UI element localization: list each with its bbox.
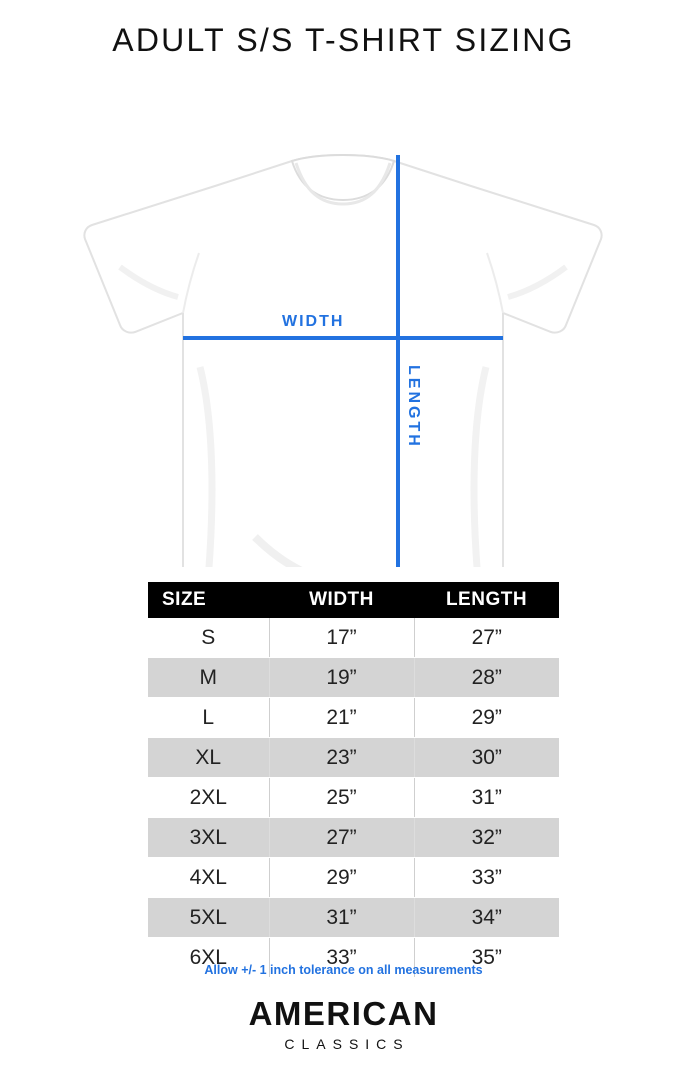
cell-width: 21” bbox=[269, 698, 414, 738]
cell-length: 35” bbox=[414, 938, 559, 978]
cell-size: 4XL bbox=[148, 858, 269, 898]
cell-width: 25” bbox=[269, 778, 414, 818]
cell-length: 30” bbox=[414, 738, 559, 778]
page-title: ADULT S/S T-SHIRT SIZING bbox=[112, 22, 575, 58]
cell-width: 29” bbox=[269, 858, 414, 898]
cell-length: 32” bbox=[414, 818, 559, 858]
header-size: SIZE bbox=[148, 582, 269, 618]
header-length: LENGTH bbox=[414, 582, 559, 618]
table-row bbox=[148, 778, 559, 818]
cell-length: 33” bbox=[414, 858, 559, 898]
length-label: LENGTH bbox=[405, 365, 422, 449]
cell-length: 34” bbox=[414, 898, 559, 938]
table-header bbox=[148, 582, 559, 618]
size-table bbox=[148, 582, 559, 978]
table-row bbox=[148, 658, 559, 698]
brand-footer bbox=[0, 995, 687, 1052]
cell-length: 27” bbox=[414, 618, 559, 658]
table-row bbox=[148, 898, 559, 938]
cell-width: 19” bbox=[269, 658, 414, 698]
cell-size: 6XL bbox=[148, 938, 269, 978]
cell-length: 28” bbox=[414, 658, 559, 698]
size-table-container bbox=[148, 582, 540, 978]
table-row bbox=[148, 818, 559, 858]
cell-size: 5XL bbox=[148, 898, 269, 938]
cell-size: XL bbox=[148, 738, 269, 778]
header-width: WIDTH bbox=[269, 582, 414, 618]
table-header-row bbox=[148, 582, 559, 618]
cell-length: 31” bbox=[414, 778, 559, 818]
cell-width: 23” bbox=[269, 738, 414, 778]
tolerance-note: Allow +/- 1 inch tolerance on all measurements bbox=[204, 963, 483, 977]
table-row bbox=[148, 698, 559, 738]
cell-size: M bbox=[148, 658, 269, 698]
shirt-diagram bbox=[0, 67, 687, 567]
brand-tagline: CLASSICS bbox=[284, 1036, 410, 1052]
cell-size: S bbox=[148, 618, 269, 658]
brand-name: AMERICAN bbox=[248, 995, 439, 1032]
cell-width: 31” bbox=[269, 898, 414, 938]
cell-width: 33” bbox=[269, 938, 414, 978]
table-row bbox=[148, 738, 559, 778]
cell-length: 29” bbox=[414, 698, 559, 738]
table-row bbox=[148, 858, 559, 898]
cell-width: 27” bbox=[269, 818, 414, 858]
table-body bbox=[148, 618, 559, 978]
cell-size: 3XL bbox=[148, 818, 269, 858]
cell-width: 17” bbox=[269, 618, 414, 658]
cell-size: 2XL bbox=[148, 778, 269, 818]
cell-size: L bbox=[148, 698, 269, 738]
width-label: WIDTH bbox=[282, 313, 345, 330]
table-row bbox=[148, 618, 559, 658]
